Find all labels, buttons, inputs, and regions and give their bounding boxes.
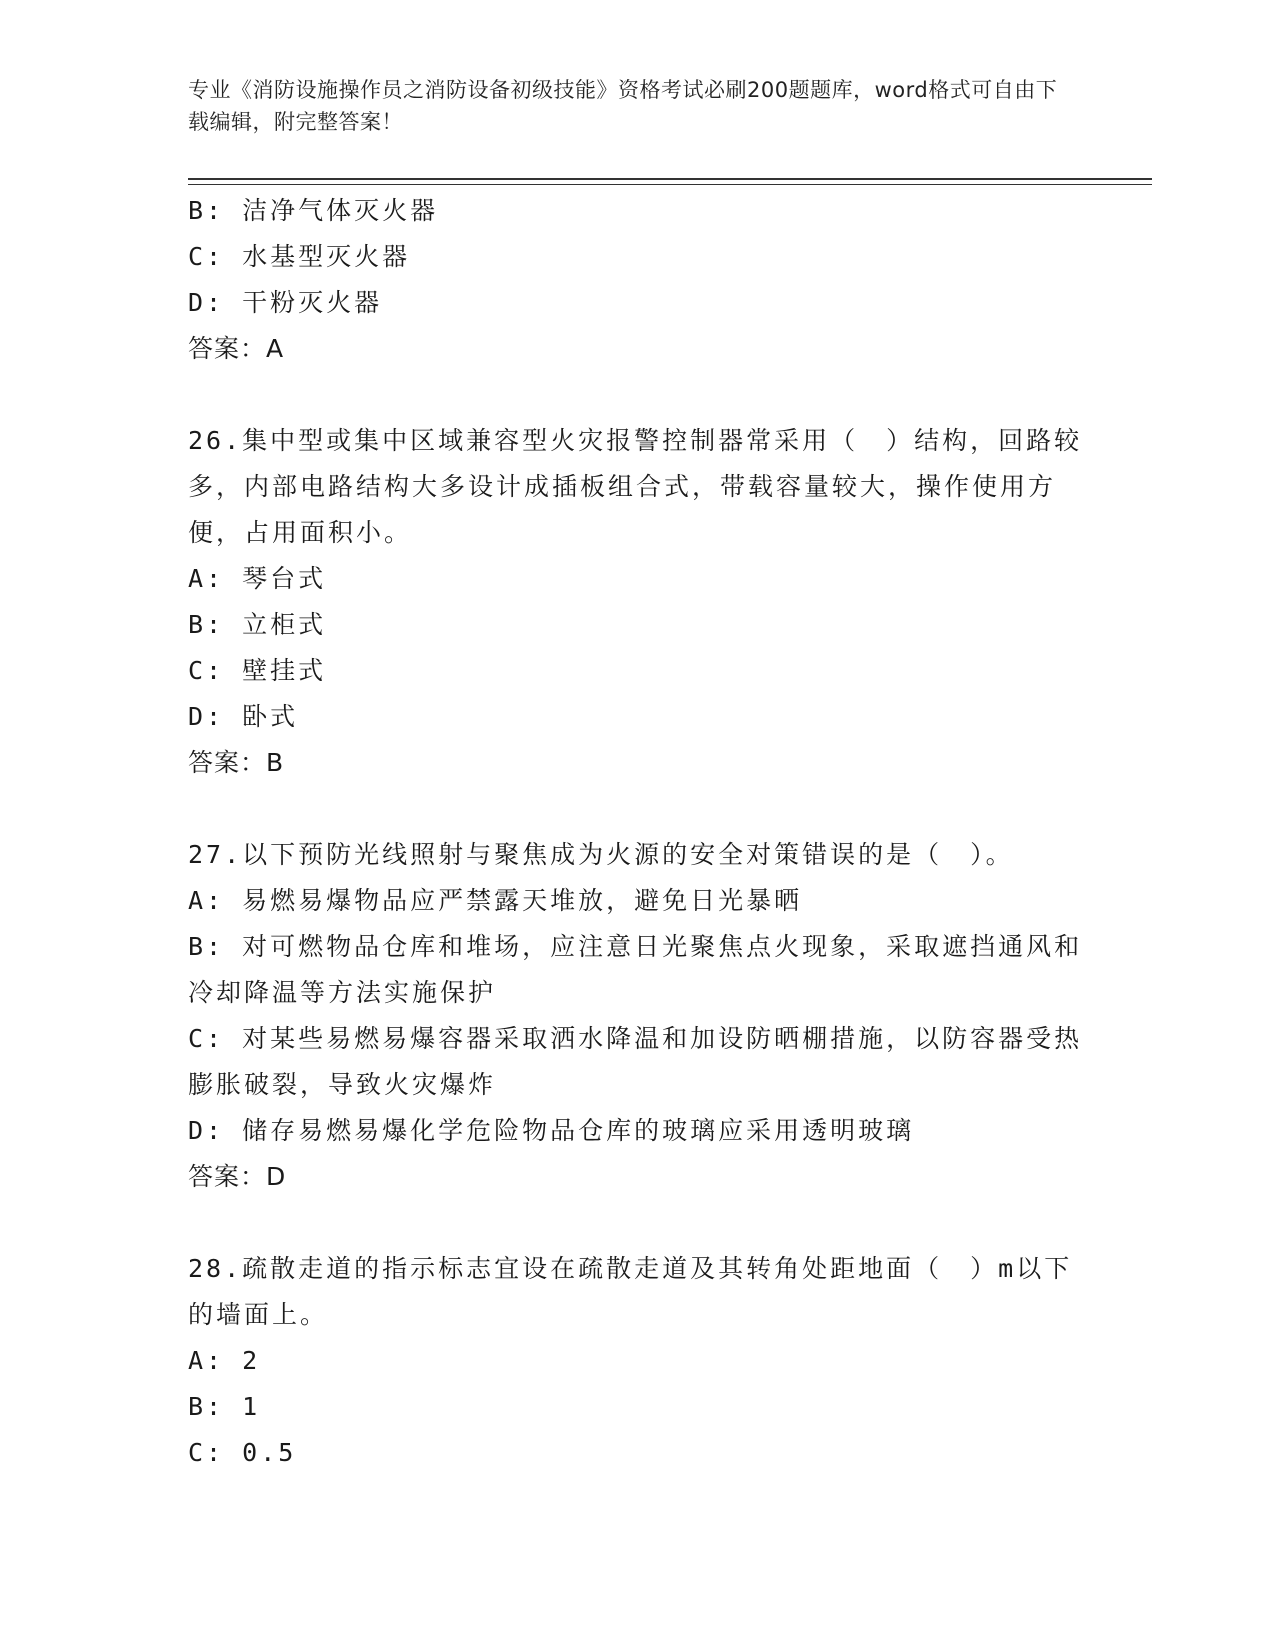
option-d: D: 卧式 — [188, 702, 299, 731]
answer: 答案：D — [188, 1162, 287, 1191]
option-b: B: 1 — [188, 1392, 261, 1421]
option-c: C: 壁挂式 — [188, 656, 327, 685]
option-a: A: 易燃易爆物品应严禁露天堆放，避免日光暴晒 — [188, 886, 803, 915]
option-a: A: 2 — [188, 1346, 261, 1375]
question-27 — [188, 832, 1088, 1200]
option-c: C: 0.5 — [188, 1438, 297, 1467]
header-rule-thin — [188, 184, 1152, 185]
option-d: D: 储存易燃易爆化学危险物品仓库的玻璃应采用透明玻璃 — [188, 1116, 915, 1145]
option-c: C: 水基型灭火器 — [188, 242, 411, 271]
option-c: C: 对某些易燃易爆容器采取洒水降温和加设防晒棚措施，以防容器受热膨胀破裂，导致火灾爆炸 — [188, 1024, 1083, 1099]
option-b: B: 洁净气体灭火器 — [188, 196, 439, 225]
answer: 答案：A — [188, 334, 285, 363]
question-stem: 26.集中型或集中区域兼容型火灾报警控制器常采用（ ）结构，回路较多，内部电路结构大多设计成插板组合式，带载容量较大，操作使用方便，占用面积小。 — [188, 426, 1083, 547]
document-header: 专业《消防设施操作员之消防设备初级技能》资格考试必刷200题题库，word格式可自由下载编辑，附完整答案！ — [188, 78, 1058, 134]
question-content — [188, 188, 1088, 1476]
question-28 — [188, 1246, 1088, 1476]
answer: 答案：B — [188, 748, 285, 777]
option-b: B: 对可燃物品仓库和堆场，应注意日光聚焦点火现象，采取遮挡通风和冷却降温等方法实施保护 — [188, 932, 1083, 1007]
header-rule-thick — [188, 178, 1152, 180]
option-a: A: 琴台式 — [188, 564, 327, 593]
prev-question — [188, 188, 1088, 372]
question-stem: 28.疏散走道的指示标志宜设在疏散走道及其转角处距地面（ ）m以下的墙面上。 — [188, 1254, 1073, 1329]
question-26 — [188, 418, 1088, 786]
question-stem: 27.以下预防光线照射与聚焦成为火源的安全对策错误的是（ ）。 — [188, 840, 1014, 869]
option-b: B: 立柜式 — [188, 610, 327, 639]
option-d: D: 干粉灭火器 — [188, 288, 383, 317]
